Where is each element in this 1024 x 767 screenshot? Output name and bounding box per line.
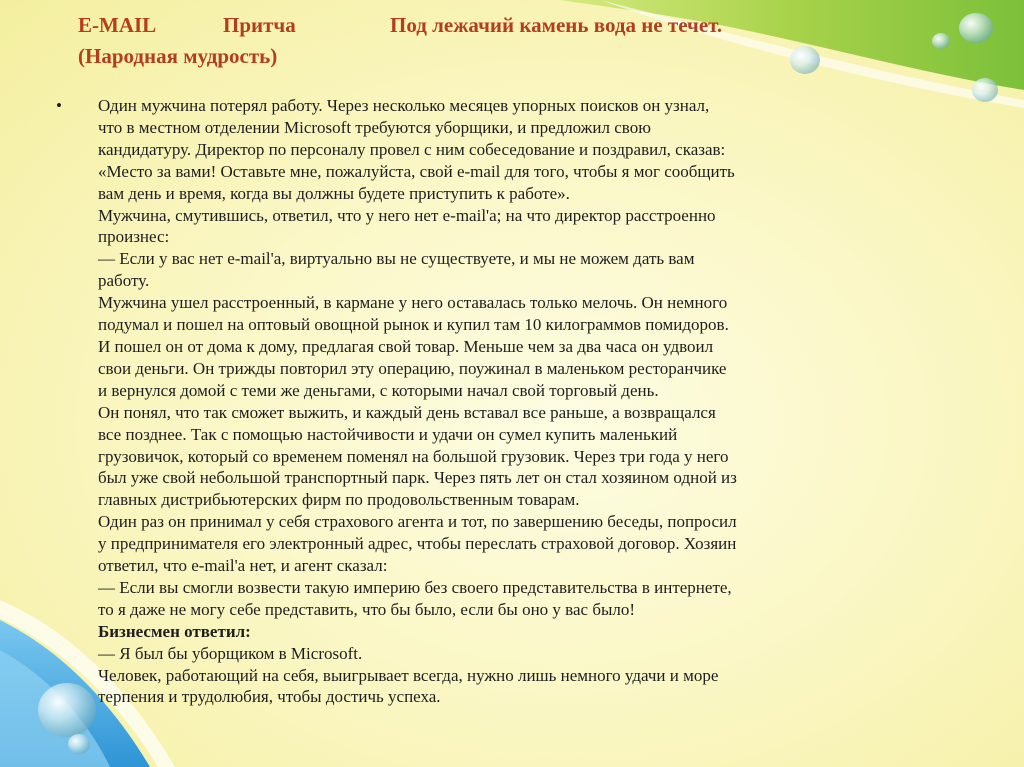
text-line: Мужчина, смутившись, ответил, что у него нет e-mail'а; на что директор расстроенно (98, 205, 716, 225)
text-line: терпения и трудолюбия, чтобы достичь успеха. (98, 687, 441, 707)
text-line: главных дистрибьютерских фирм по продовольственным товарам. (98, 490, 580, 510)
businessman-answer-heading: Бизнесмен ответил: (98, 621, 251, 641)
text-line: — Я был бы уборщиком в Microsoft. (98, 643, 363, 663)
text-line: все позднее. Так с помощью настойчивости и удачи он сумел купить маленький (98, 424, 678, 444)
title-subtitle: (Народная мудрость) (78, 44, 278, 68)
text-line: Человек, работающий на себя, выигрывает всегда, нужно лишь немного удачи и море (98, 665, 719, 685)
text-line: Он понял, что так сможет выжить, и каждый день вставал все раньше, а возвращался (98, 402, 716, 422)
text-line: был уже свой небольшой транспортный парк. Через пять лет он стал хозяином одной из (98, 468, 737, 488)
text-line: у предпринимателя его электронный адрес, чтобы переслать страховой договор. Хозяин (98, 534, 737, 554)
text-line: Один раз он принимал у себя страхового агента и тот, по завершению беседы, попросил (98, 512, 737, 532)
title-email: E-MAIL (78, 13, 157, 37)
text-line: — Если вы смогли возвести такую империю без своего представительства в интернете, (98, 577, 732, 597)
text-line: кандидатуру. Директор по персоналу провел с ним собеседование и поздравил, сказав: (98, 139, 726, 159)
parable-text (56, 95, 978, 708)
text-line: — Если у вас нет e-mail'а, виртуально вы не существуете, и мы не можем дать вам (98, 249, 695, 269)
text-line: что в местном отделении Microsoft требуются уборщики, и предложил свою (98, 117, 651, 137)
text-line: произнес: (98, 227, 170, 247)
title-genre: Притча (223, 13, 296, 37)
text-line: ответил, что e-mail'а нет, и агент сказал: (98, 556, 388, 576)
text-line: то я даже не могу себе представить, что бы было, если бы оно у вас было! (98, 599, 636, 619)
text-line: грузовичок, который со временем поменял на большой грузовик. Через три года у него (98, 446, 729, 466)
text-line: Один мужчина потерял работу. Через несколько месяцев упорных поисков он узнал, (98, 96, 710, 115)
text-line: работу. (98, 271, 150, 291)
text-line: И пошел он от дома к дому, предлагая свой товар. Меньше чем за два часа он удвоил (98, 336, 714, 356)
bullet-point: • (56, 96, 62, 115)
text-line: «Место за вами! Оставьте мне, пожалуйста, свой e-mail для того, чтобы я мог сообщить (98, 161, 735, 181)
text-line: вам день и время, когда вы должны будете приступить к работе». (98, 183, 570, 203)
text-line: Мужчина ушел расстроенный, в кармане у него оставалась только мелочь. Он немного (98, 293, 728, 313)
slide-title (78, 10, 838, 72)
text-line: и вернулся домой с теми же деньгами, с которыми начал свой торговый день. (98, 380, 659, 400)
text-line: свои деньги. Он трижды повторил эту операцию, поужинал в маленьком ресторанчике (98, 358, 727, 378)
title-subtitle-row (78, 41, 838, 72)
title-row (78, 10, 838, 41)
text-line: подумал и пошел на оптовый овощной рынок и купил там 10 килограммов помидоров. (98, 315, 729, 335)
title-proverb: Под лежачий камень вода не течет. (390, 13, 723, 37)
